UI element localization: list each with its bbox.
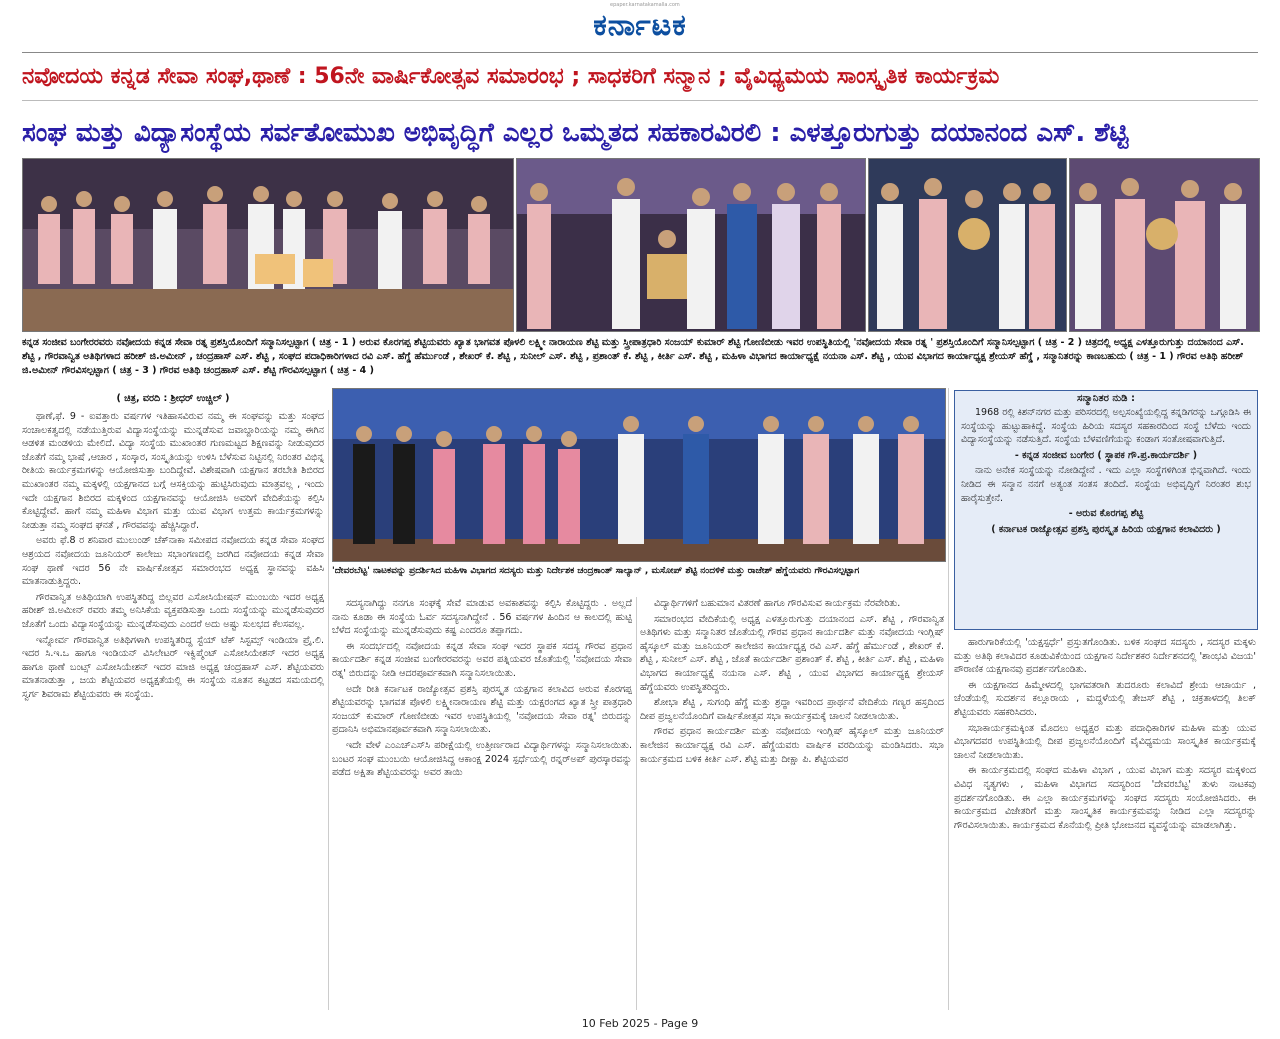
col1-paragraph: ಅವರು ಫೆ.8 ರ ಶನಿವಾರ ಮುಲುಂಡ್ ಚೆಕ್‌ನಾಕಾ ಸಮೀಪದ ನವೋದಯ ಕನ್ನಡ ಸೇವಾ ಸಂಘದ ಆಶ್ರಯದ ನವೋದಯ ಜೂನಿಯರ್ ಕಾಲೇಜು ಸಭಾಂಗಣದಲ್ಲಿ ಜರಗಿದ ನವೋದಯ ಕನ್ನಡ ಸೇವಾ ಸಂಘ ಥಾಣೆ ಇದರ 56 ನೇ ವಾರ್ಷಿಕೋತ್ಸವ ಸಮಾರಂಭದ ಅಧ್ಯಕ್ಷ ಸ್ಥಾನವನ್ನು ವಹಿಸಿ ಮಾತನಾಡುತ್ತಿದ್ದರು. <box>22 535 324 588</box>
article-column-3 <box>640 597 944 1010</box>
headline-divider <box>22 100 1258 101</box>
article-column-2 <box>332 597 632 1010</box>
quote-paragraph: ನಾನು ಅನೇಕ ಸಂಸ್ಥೆಯನ್ನು ನೋಡಿದ್ದೇನೆ . ಇದು ಎಲ್ಲಾ ಸಂಸ್ಥೆಗಳಿಗಿಂತ ಭಿನ್ನವಾಗಿದೆ. ಇಂದು ನೀಡಿದ ಈ ಸನ್ಮಾನ ನನಗೆ ಅತ್ಯಂತ ಸಂತಸ ತಂದಿದೆ. ಸಂಸ್ಥೆಯ ಅಭಿವೃದ್ಧಿಗೆ ನಿರಂತರ ಶುಭ ಹಾರೈಸುತ್ತೇನೆ. <box>961 465 1251 504</box>
photo-1 <box>22 158 514 332</box>
col3-paragraph: ಸಮಾರಂಭದ ವೇದಿಕೆಯಲ್ಲಿ ಅಧ್ಯಕ್ಷ ಎಳತ್ತೂರುಗುತ್ತು ದಯಾನಂದ ಎಸ್. ಶೆಟ್ಟಿ , ಗೌರವಾನ್ವಿತ ಅತಿಥಿಗಳು ಮತ್ತು ಸನ್ಮಾನಿತರ ಜೊತೆಯಲ್ಲಿ ಗೌರವ ಪ್ರಧಾನ ಕಾರ್ಯದರ್ಶಿ ಮತ್ತು ನವೋದಯ ಇಂಗ್ಲಿಷ್ ಹೈಸ್ಕೂಲ್ ಮತ್ತು ಜೂನಿಯರ್ ಕಾಲೇಜಿನ ಕಾರ್ಯಾಧ್ಯಕ್ಷ ರವಿ ಎಸ್. ಹೆಗ್ಡೆ ಹೆರ್ಮುಂಡೆ , ಶೇಖರ್ ಕೆ. ಶೆಟ್ಟಿ , ಸುನೀಲ್ ಎಸ್. ಶೆಟ್ಟಿ , ಜೊತೆ ಕಾರ್ಯದರ್ಶಿ ಪ್ರಶಾಂತ್ ಕೆ. ಶೆಟ್ಟಿ , ಕೀರ್ತಿ ಎಸ್. ಶೆಟ್ಟಿ , ಮಹಿಳಾ ವಿಭಾಗದ ಕಾರ್ಯಾಧ್ಯಕ್ಷೆ ನಯನಾ ಎಸ್. ಶೆಟ್ಟಿ , ಯುವ ವಿಭಾಗದ ಕಾರ್ಯಾಧ್ಯಕ್ಷ ಶ್ರೇಯಸ್ ಹೆಗ್ಡೆಯವರು ಉಪಸ್ಥಿತರಿದ್ದರು. <box>640 613 944 693</box>
caption-top-photos: ಕನ್ನಡ ಸಂಜೀವ ಬಂಗೇರರವರು ನವೋದಯ ಕನ್ನಡ ಸೇವಾ ರತ್ನ ಪ್ರಶಸ್ತಿಯೊಂದಿಗೆ ಸನ್ಮಾನಿಸಲ್ಪಟ್ಟಾಗ ( ಚಿತ್ರ - 1 ) ಅರುವ ಕೊರಗಪ್ಪ ಶೆಟ್ಟಿಯವರು ಖ್ಯಾತ ಭಾಗವತ ಪೊಳಲಿ ಲಕ್ಷ್ಮೀ ನಾರಾಯಣ ಶೆಟ್ಟಿ ಮತ್ತು ಸ್ತ್ರೀಪಾತ್ರಧಾರಿ ಸಂಜಯ್ ಕುಮಾರ್ ಶೆಟ್ಟಿ ಗೋಣಿಬೀಡು ಇವರ ಉಪಸ್ಥಿತಿಯಲ್ಲಿ 'ನವೋದಯ ಸೇವಾ ರತ್ನ ' ಪ್ರಶಸ್ತಿಯೊಂದಿಗೆ ಸನ್ಮಾನಿಸಲ್ಪಟ್ಟಾಗ ( ಚಿತ್ರ - 2 ) ಚಿತ್ರದಲ್ಲಿ ಅಧ್ಯಕ್ಷ ಎಳತ್ತೂರುಗುತ್ತು ದಯಾನಂದ ಎಸ್. ಶೆಟ್ಟಿ , ಗೌರವಾನ್ವಿತ ಅತಿಥಿಗಳಾದ ಹರೀಶ್ ಜಿ.ಅಮೀನ್ , ಚಂದ್ರಹಾಸ್ ಎಸ್. ಶೆಟ್ಟಿ , ಸಂಘದ ಪದಾಧಿಕಾರಿಗಳಾದ ರವಿ ಎಸ್. ಹೆಗ್ಡೆ ಹೆರ್ಮುಂಡೆ , ಶೇಖರ್ ಕೆ. ಶೆಟ್ಟಿ , ಸುನೀಲ್ ಎಸ್. ಶೆಟ್ಟಿ , ಪ್ರಶಾಂತ್ ಕೆ. ಶೆಟ್ಟಿ , ಕೀರ್ತಿ ಎಸ್. ಶೆಟ್ಟಿ , ಮಹಿಳಾ ವಿಭಾಗದ ಕಾರ್ಯಾಧ್ಯಕ್ಷೆ ನಯನಾ ಎಸ್. ಶೆಟ್ಟಿ , ಯುವ ವಿಭಾಗದ ಕಾರ್ಯಾಧ್ಯಕ್ಷ ಶ್ರೇಯಸ್ ಹೆಗ್ಡೆ , ಸನ್ಮಾನಿತರನ್ನು ಕಾಣಬಹುದು ( ಚಿತ್ರ - 1 ) ಗೌರವ ಅತಿಥಿ ಹರೀಶ್ ಜಿ.ಅಮೀನ್ ಗೌರವಿಸಲ್ಪಟ್ಟಾಗ ( ಚಿತ್ರ - 3 ) ಗೌರವ ಅತಿಥಿ ಚಂದ್ರಹಾಸ್ ಎಸ್. ಶೆಟ್ಟಿ ಗೌರವಿಸಲ್ಪಟ್ಟಾಗ ( ಚಿತ್ರ - 4 ) <box>22 337 1244 376</box>
col1-paragraph: ಥಾಣೆ,ಫೆ. 9 - ಐವತ್ತಾರು ವರ್ಷಗಳ ಇತಿಹಾಸವಿರುವ ನಮ್ಮ ಈ ಸಂಘವನ್ನು ಮತ್ತು ಸಂಘದ ಸಂಚಾಲಕತ್ವದಲ್ಲಿ ನಡೆಯುತ್ತಿರುವ ವಿದ್ಯಾಸಂಸ್ಥೆಯನ್ನು ಮುನ್ನಡೆಸುವ ಜವಾಬ್ದಾರಿಯನ್ನು ನಮ್ಮ ಈಗಿನ ಆಡಳಿತ ಮಂಡಳಿಯ ಮೇಲಿದೆ. ವಿದ್ಯಾ ಸಂಸ್ಥೆಯ ಮುಖಾಂತರ ಗುಣಮಟ್ಟದ ಶಿಕ್ಷಣವನ್ನು ನೀಡುವುದರ ಜೊತೆಗೆ ನಮ್ಮ ಭಾಷೆ ,ಆಚಾರ , ಸಂಸ್ಕಾರ, ಸಂಸ್ಕೃತಿಯನ್ನು ಉಳಿಸಿ ಬೆಳೆಸುವ ನಿಟ್ಟಿನಲ್ಲಿ ನಿರಂತರ ವಿಭಿನ್ನ ರೀತಿಯ ಕಾರ್ಯಕ್ರಮಗಳನ್ನು ಆಯೋಜಿಸುತ್ತಾ ಬಂದಿದ್ದೇವೆ. ವಿಶೇಷವಾಗಿ ಯಕ್ಷಗಾನ ತರಬೇತಿ ಶಿಬಿರದ ಮುಖಾಂತರ ನಮ್ಮ ಮಕ್ಕಳಲ್ಲಿ ಯಕ್ಷಗಾನದ ಬಗ್ಗೆ ಆಸಕ್ತಿಯನ್ನು ಹುಟ್ಟಿಸಿರುವುದು ಮಾತ್ರವಲ್ಲ , ಇಂದು ಇದೇ ಯಕ್ಷಗಾನ ಶಿಬಿರದ ಮಕ್ಕಳಿಂದ ಯಕ್ಷಗಾನವನ್ನು ಆಯೋಜಿಸಿ ಅವರಿಗೆ ವೇದಿಕೆಯನ್ನು ಕಲ್ಪಿಸಿ ಕೊಟ್ಟಿದ್ದೇವೆ. ಹಾಗೆ ನಮ್ಮ ಮಹಿಳಾ ವಿಭಾಗ ಮತ್ತು ಯುವ ವಿಭಾಗ ಉತ್ತಮ ಕಾರ್ಯಕ್ರಮಗಳನ್ನು ನೀಡುತ್ತಾ ನಮ್ಮ ಸಂಘದ ಘನತೆ , ಗೌರವವನ್ನು ಹೆಚ್ಚಿಸಿದ್ದಾರೆ. <box>22 411 324 531</box>
col4-paragraph: ಈ ಕಾರ್ಯಕ್ರಮದಲ್ಲಿ ಸಂಘದ ಮಹಿಳಾ ವಿಭಾಗ , ಯುವ ವಿಭಾಗ ಮತ್ತು ಸದಸ್ಯರ ಮಕ್ಕಳಿಂದ ವಿವಿಧ ನೃತ್ಯಗಳು , ಮಹಿಳಾ ವಿಭಾಗದ ಸದಸ್ಯರಿಂದ 'ದೇವರಬೆಟ್ಟ' ತುಳು ನಾಟಕವು ಪ್ರದರ್ಶನಗೊಂಡಿತು. ಈ ಎಲ್ಲಾ ಕಾರ್ಯಕ್ರಮಗಳನ್ನು ಸಂಘದ ಸದಸ್ಯರು ಸಂಯೋಜಿಸಿದರು. ಈ ಕಾರ್ಯಕ್ರಮದ ವಿಜೇತರಿಗೆ ಮತ್ತು ಸಾಂಸ್ಕೃತಿಕ ಕಾರ್ಯಕ್ರಮವನ್ನು ನೀಡಿದ ಎಲ್ಲಾ ಸದಸ್ಯರನ್ನು ಗೌರವಿಸಲಾಯಿತು. ಕಾರ್ಯಕ್ರಮದ ಕೊನೆಯಲ್ಲಿ ಪ್ರೀತಿ ಭೋಜನದ ವ್ಯವಸ್ಥೆಯನ್ನು ಮಾಡಲಾಗಿತ್ತು. <box>954 765 1256 831</box>
col2-paragraph: ಇದೇ ವೇಳೆ ಎಂಎಚ್‌ಎಸ್‌ಸಿ ಪರೀಕ್ಷೆಯಲ್ಲಿ ಉತ್ತೀರ್ಣರಾದ ವಿದ್ಯಾರ್ಥಿಗಳನ್ನು ಸನ್ಮಾನಿಸಲಾಯಿತು. ಬಂಟರ ಸಂಘ ಮುಂಬಯಿ ಆಯೋಜಿಸಿದ್ದ ಆಕಾಂಕ್ಷ 2024 ಸ್ಪರ್ಧೆಯಲ್ಲಿ ರನ್ನರ್‌ಅಪ್ ಪುರಸ್ಕಾರವನ್ನು ಪಡೆದ ಅಕ್ಷಿತಾ ಶೆಟ್ಟಿಯವರನ್ನು ಅವರ ತಾಯಿ <box>332 739 632 779</box>
headline-primary: ನವೋದಯ ಕನ್ನಡ ಸೇವಾ ಸಂಘ,ಥಾಣೆ : 56ನೇ ವಾರ್ಷಿಕೋತ್ಸವ ಸಮಾರಂಭ ; ಸಾಧಕರಿಗೆ ಸನ್ಮಾನ ; ವೈವಿಧ್ಯಮಯ ಸಾಂಸ್ಕೃತಿಕ ಕಾರ್ಯಕ್ರಮ <box>22 64 1000 89</box>
col3-paragraph: ವಿದ್ಯಾರ್ಥಿಗಳಿಗೆ ಬಹುಮಾನ ವಿತರಣೆ ಹಾಗೂ ಗೌರವಿಸುವ ಕಾರ್ಯಕ್ರಮ ನೆರವೇರಿತು. <box>654 598 901 609</box>
col2-paragraph: ಅದೇ ರೀತಿ ಕರ್ನಾಟಕ ರಾಜ್ಯೋತ್ಸವ ಪ್ರಶಸ್ತಿ ಪುರಸ್ಕೃತ ಯಕ್ಷಗಾನ ಕಲಾವಿದ ಅರುವ ಕೊರಗಪ್ಪ ಶೆಟ್ಟಿಯವರನ್ನು ಭಾಗವತ ಪೊಳಲಿ ಲಕ್ಷ್ಮೀನಾರಾಯಣ ಶೆಟ್ಟಿ ಮತ್ತು ಯಕ್ಷರಂಗದ ಖ್ಯಾತ ಸ್ತ್ರೀ ಪಾತ್ರಧಾರಿ ಸಂಜಯ್ ಕುಮಾರ್ ಗೋಣಿಬೀಡು ಇವರ ಉಪಸ್ಥಿತಿಯಲ್ಲಿ 'ನವೋದಯ ಸೇವಾ ರತ್ನ' ಬಿರುದನ್ನು ಪ್ರದಾನಿಸಿ ಅಭಿಮಾನಪೂರ್ವಕವಾಗಿ ಸನ್ಮಾನಿಸಲಾಯಿತು. <box>332 683 632 736</box>
photo-2 <box>516 158 866 332</box>
column-divider <box>948 388 949 1010</box>
col3-paragraph: ಗೌರವ ಪ್ರಧಾನ ಕಾರ್ಯದರ್ಶಿ ಮತ್ತು ನವೋದಯ ಇಂಗ್ಲಿಷ್ ಹೈಸ್ಕೂಲ್ ಮತ್ತು ಜೂನಿಯರ್ ಕಾಲೇಜಿನ ಕಾರ್ಯಾಧ್ಯಕ್ಷ ರವಿ ಎಸ್. ಹೆಗ್ಡೆಯವರು ವಾರ್ಷಿಕ ವರದಿಯನ್ನು ಮಂಡಿಸಿದರು. ಸಭಾ ಕಾರ್ಯಕ್ರಮದ ಬಳಿಕ ಕೀರ್ತಿ ಎಸ್. ಶೆಟ್ಟಿ ಮತ್ತು ದೀಕ್ಷಾ ಪಿ. ಶೆಟ್ಟಿಯವರ <box>640 726 944 765</box>
headline-secondary: ಸಂಘ ಮತ್ತು ವಿದ್ಯಾಸಂಸ್ಥೆಯ ಸರ್ವತೋಮುಖ ಅಭಿವೃದ್ಧಿಗೆ ಎಲ್ಲರ ಒಮ್ಮತದ ಸಹಕಾರವಿರಲಿ : ಎಳತ್ತೂರುಗುತ್ತು ದಯಾನಂದ ಎಸ್. ಶೆಟ್ಟಿ <box>22 118 1129 148</box>
photo-3 <box>868 158 1067 332</box>
caption-mid-photo: 'ದೇವರಬೆಟ್ಟ' ನಾಟಕವನ್ನು ಪ್ರದರ್ಶಿಸಿದ ಮಹಿಳಾ ವಿಭಾಗದ ಸದಸ್ಯರು ಮತ್ತು ನಿರ್ದೇಶಕ ಚಂದ್ರಕಾಂತ್ ಸಾಲ್ಯಾನ್ , ಮಸೋಪ್ ಶೆಟ್ಟಿ ನಂದಳಿಕೆ ಮತ್ತು ರಾಜೇಶ್ ಹೆಗ್ಡೆಯವರು ಗೌರವಿಸಲ್ಪಟ್ಟಾಗ <box>332 566 860 576</box>
photo-4 <box>1069 158 1260 332</box>
quote-box <box>954 390 1258 630</box>
column-divider <box>636 597 637 1010</box>
quote-signature: ( ಕರ್ನಾಟಕ ರಾಜ್ಯೋತ್ಸವ ಪ್ರಶಸ್ತಿ ಪುರಸ್ಕೃತ ಹಿರಿಯ ಯಕ್ಷಗಾನ ಕಲಾವಿದರು ) <box>991 523 1221 535</box>
col2-paragraph: ಸದಸ್ಯನಾಗಿದ್ದು ನನಗೂ ಸಂಘಕ್ಕೆ ಸೇವೆ ಮಾಡುವ ಅವಕಾಶವನ್ನು ಕಲ್ಪಿಸಿ ಕೊಟ್ಟಿದ್ದರು . ಅಲ್ಲದೆ ನಾನು ಕೂಡಾ ಈ ಸಂಸ್ಥೆಯ ಓರ್ವ ಸದಸ್ಯನಾಗಿದ್ದೇನೆ . 56 ವರ್ಷಗಳ ಹಿಂದಿನ ಆ ಕಾಲದಲ್ಲಿ ಹುಟ್ಟಿ ಬೆಳೆದ ಸಂಸ್ಥೆಯನ್ನು ಮುನ್ನಡೆಸುವುದು ಕಷ್ಟ ಎಂದರೂ ತಪ್ಪಾಗದು. <box>332 598 632 637</box>
quote-box-title: ಸನ್ಮಾನಿತರ ನುಡಿ : <box>1077 393 1135 404</box>
column-divider <box>328 410 329 1010</box>
page-footer: 10 Feb 2025 - Page 9 <box>581 1017 699 1030</box>
col1-paragraph: ಗೌರವಾನ್ವಿತ ಅತಿಥಿಯಾಗಿ ಉಪಸ್ಥಿತರಿದ್ದ ಬಿಲ್ಲವರ ಎಸೋಸಿಯೇಷನ್ ಮುಂಬಯಿ ಇದರ ಅಧ್ಯಕ್ಷ ಹರೀಶ್ ಜಿ.ಅಮೀನ್ ರವರು ತಮ್ಮ ಅನಿಸಿಕೆಯ ವ್ಯಕ್ತಪಡಿಸುತ್ತಾ ಒಂದು ಸಂಸ್ಥೆಯನ್ನು ಮುನ್ನಡೆಸುವುದರ ಜೊತೆಗೆ ಒಂದು ವಿದ್ಯಾಸಂಸ್ಥೆಯನ್ನು ಮುನ್ನಡೆಸುವುದು ಎಂದರೆ ಅದು ಅಷ್ಟು ಸುಲಭದ ಕೆಲಸವಲ್ಲ. <box>22 591 324 630</box>
col4-paragraph: ಸಭಾಕಾರ್ಯಕ್ರಮಕ್ಕಿಂತ ಮೊದಲು ಅಧ್ಯಕ್ಷರ ಮತ್ತು ಪದಾಧಿಕಾರಿಗಳ ಮಹಿಳಾ ಮತ್ತು ಯುವ ವಿಭಾಗದವರ ಉಪಸ್ಥಿತಿಯಲ್ಲಿ ದೀಪ ಪ್ರಜ್ವಲನೆಯೊಂದಿಗೆ ವೈವಿಧ್ಯಮಯ ಸಾಂಸ್ಕೃತಿಕ ಕಾರ್ಯಕ್ರಮಕ್ಕೆ ಚಾಲನೆ ನೀಡಲಾಯಿತು. <box>954 722 1256 761</box>
quote-paragraph: 1968 ರಲ್ಲಿ ಕಿಶನ್‌ನಗರ ಮತ್ತು ಪರಿಸರದಲ್ಲಿ ಅಲ್ಪಸಂಖ್ಯೆಯಲ್ಲಿದ್ದ ಕನ್ನಡಿಗರನ್ನು ಒಗ್ಗೂಡಿಸಿ ಈ ಸಂಸ್ಥೆಯನ್ನು ಹುಟ್ಟುಹಾಕಿದ್ದೆ. ಸಂಸ್ಥೆಯ ಹಿರಿಯ ಸದಸ್ಯರ ಸಹಕಾರದಿಂದ ಸಂಸ್ಥೆ ಬೆಳೆದು ಇಂದು ವಿದ್ಯಾಸಂಸ್ಥೆಯನ್ನು ನಡೆಸುತ್ತಿದೆ. ಸಂಸ್ಥೆಯ ಬೆಳವಣಿಗೆಯನ್ನು ಕಂಡಾಗ ಸಂತೋಷವಾಗುತ್ತಿದೆ. <box>961 407 1251 446</box>
masthead-rule <box>22 52 1258 53</box>
col2-paragraph: ಈ ಸಂದರ್ಭದಲ್ಲಿ ನವೋದಯ ಕನ್ನಡ ಸೇವಾ ಸಂಘ ಇದರ ಸ್ಥಾಪಕ ಸದಸ್ಯ ಗೌರವ ಪ್ರಧಾನ ಕಾರ್ಯದರ್ಶಿ ಕನ್ನಡ ಸಂಜೀವ ಬಂಗೇರರವರನ್ನು ಅವರ ಪತ್ನಿಯವರ ಜೊತೆಯಲ್ಲಿ 'ನವೋದಯ ಸೇವಾ ರತ್ನ' ಬಿರುದನ್ನು ನೀಡಿ ಆದರಪೂರ್ವಕವಾಗಿ ಸನ್ಮಾನಿಸಲಾಯಿತು. <box>332 640 632 679</box>
masthead-logo: ಕರ್ನಾಟಕ <box>593 8 687 43</box>
photo-5 <box>332 388 946 562</box>
col4-paragraph: ಈ ಯಕ್ಷಗಾನದ ಹಿಮ್ಮೇಳದಲ್ಲಿ ಭಾಗವತರಾಗಿ ತುದರೂರು ಕಲಾವಿದೆ ಶ್ರೇಯ ಆಚಾರ್ಯ , ಚೆಂಡೆಯಲ್ಲಿ ಸುದರ್ಶನ ಕಲ್ಲೂರಾಯ , ಮದ್ದಳೆಯಲ್ಲಿ ತೇಜಸ್ ಶೆಟ್ಟಿ , ಚಕ್ರತಾಳದಲ್ಲಿ ತಿಲಕ್ ಶೆಟ್ಟಿಯವರು ಸಹಕರಿಸಿದರು. <box>954 679 1256 718</box>
article-column-1 <box>22 410 324 1010</box>
quote-box-body <box>955 406 1257 538</box>
col3-paragraph: ಶೋಭಾ ಶೆಟ್ಟಿ , ಸುಗಂಧಿ ಹೆಗ್ಡೆ ಮತ್ತು ಶ್ರದ್ಧಾ ಇವರಿಂದ ಪ್ರಾರ್ಥನೆ ವೇದಿಕೆಯ ಗಣ್ಯರ ಹಸ್ತದಿಂದ ದೀಪ ಪ್ರಜ್ವಲನೆಯೊಂದಿಗೆ ವಾರ್ಷಿಕೋತ್ಸವ ಸಭಾ ಕಾರ್ಯಕ್ರಮಕ್ಕೆ ಚಾಲನೆ ನೀಡಲಾಯಿತು. <box>640 697 944 722</box>
quote-signature: - ಅರುವ ಕೊರಗಪ್ಪ ಶೆಟ್ಟಿ <box>1068 508 1144 520</box>
photo-credit: ( ಚಿತ್ರ, ವರದಿ : ಶ್ರೀಧರ್ ಉಚ್ಚಿಲ್ ) <box>116 393 230 404</box>
col4-paragraph: ಹಾರುಗಾರಿಕೆಯಲ್ಲಿ 'ಯಕ್ಷಸ್ಪರ್ಧೆ' ಪ್ರಸ್ತುತಗೊಂಡಿತು. ಬಳಿಕ ಸಂಘದ ಸದಸ್ಯರು , ಸದಸ್ಯರ ಮಕ್ಕಳು ಮತ್ತು ಅತಿಥಿ ಕಲಾವಿದರ ಕೂಡುವಿಕೆಯಿಂದ ಯಕ್ಷಗಾನ ನಿರ್ದೇಶಕರ ನಿರ್ದೇಶನದಲ್ಲಿ 'ಶಾಂಭವಿ ವಿಜಯ' ಪೌರಾಣಿಕ ಯಕ್ಷಗಾನವು ಪ್ರದರ್ಶನಗೊಂಡಿತು. <box>954 637 1256 676</box>
col1-paragraph: ಇನ್ನೋರ್ವ ಗೌರವಾನ್ವಿತ ಅತಿಥಿಗಳಾಗಿ ಉಪಸ್ಥಿತರಿದ್ದ ಸ್ಟೆಯ್ ಟೆಕ್ ಸಿಸ್ಟಮ್ಸ್ ಇಂಡಿಯಾ ಪ್ರೈ.ಲಿ. ಇದರ ಸಿ.ಇ.ಒ ಹಾಗೂ ಇಂಡಿಯನ್ ವಿಸಿಲೇಟರ್ ಇಕ್ವಿಪ್ಮೆಂಟ್ ಎಸೋಸಿಯೇಶನ್ ಇದರ ಅಧ್ಯಕ್ಷ ಹಾಗೂ ಥಾಣೆ ಬಂಟ್ಸ್ ಎಸೋಸಿಯೇಶನ್ ಇದರ ಮಾಜಿ ಅಧ್ಯಕ್ಷ ಚಂದ್ರಹಾಸ್ ಎಸ್. ಶೆಟ್ಟಿಯವರು ಮಾತನಾಡುತ್ತಾ , ಜಯ ಶೆಟ್ಟಿಯವರ ಅಧ್ಯಕ್ಷತೆಯಲ್ಲಿ ಈ ಸಂಸ್ಥೆಯ ನೂತನ ಕಟ್ಟಡದ ಸಮಯದಲ್ಲಿ ಸ್ವರ್ಗ ಶಿವರಾಮ ಶೆಟ್ಟಿಯವರು ಈ ಸಂಸ್ಥೆಯ. <box>22 634 324 700</box>
source-url: epaper.karnatakamalla.com <box>610 2 680 8</box>
quote-signature: - ಕನ್ನಡ ಸಂಜೀವ ಬಂಗೇರ ( ಸ್ಥಾಪಕ ಗೌ.ಪ್ರ.ಕಾರ್ಯದರ್ಶಿ ) <box>1014 449 1198 461</box>
article-column-4 <box>954 636 1256 1010</box>
